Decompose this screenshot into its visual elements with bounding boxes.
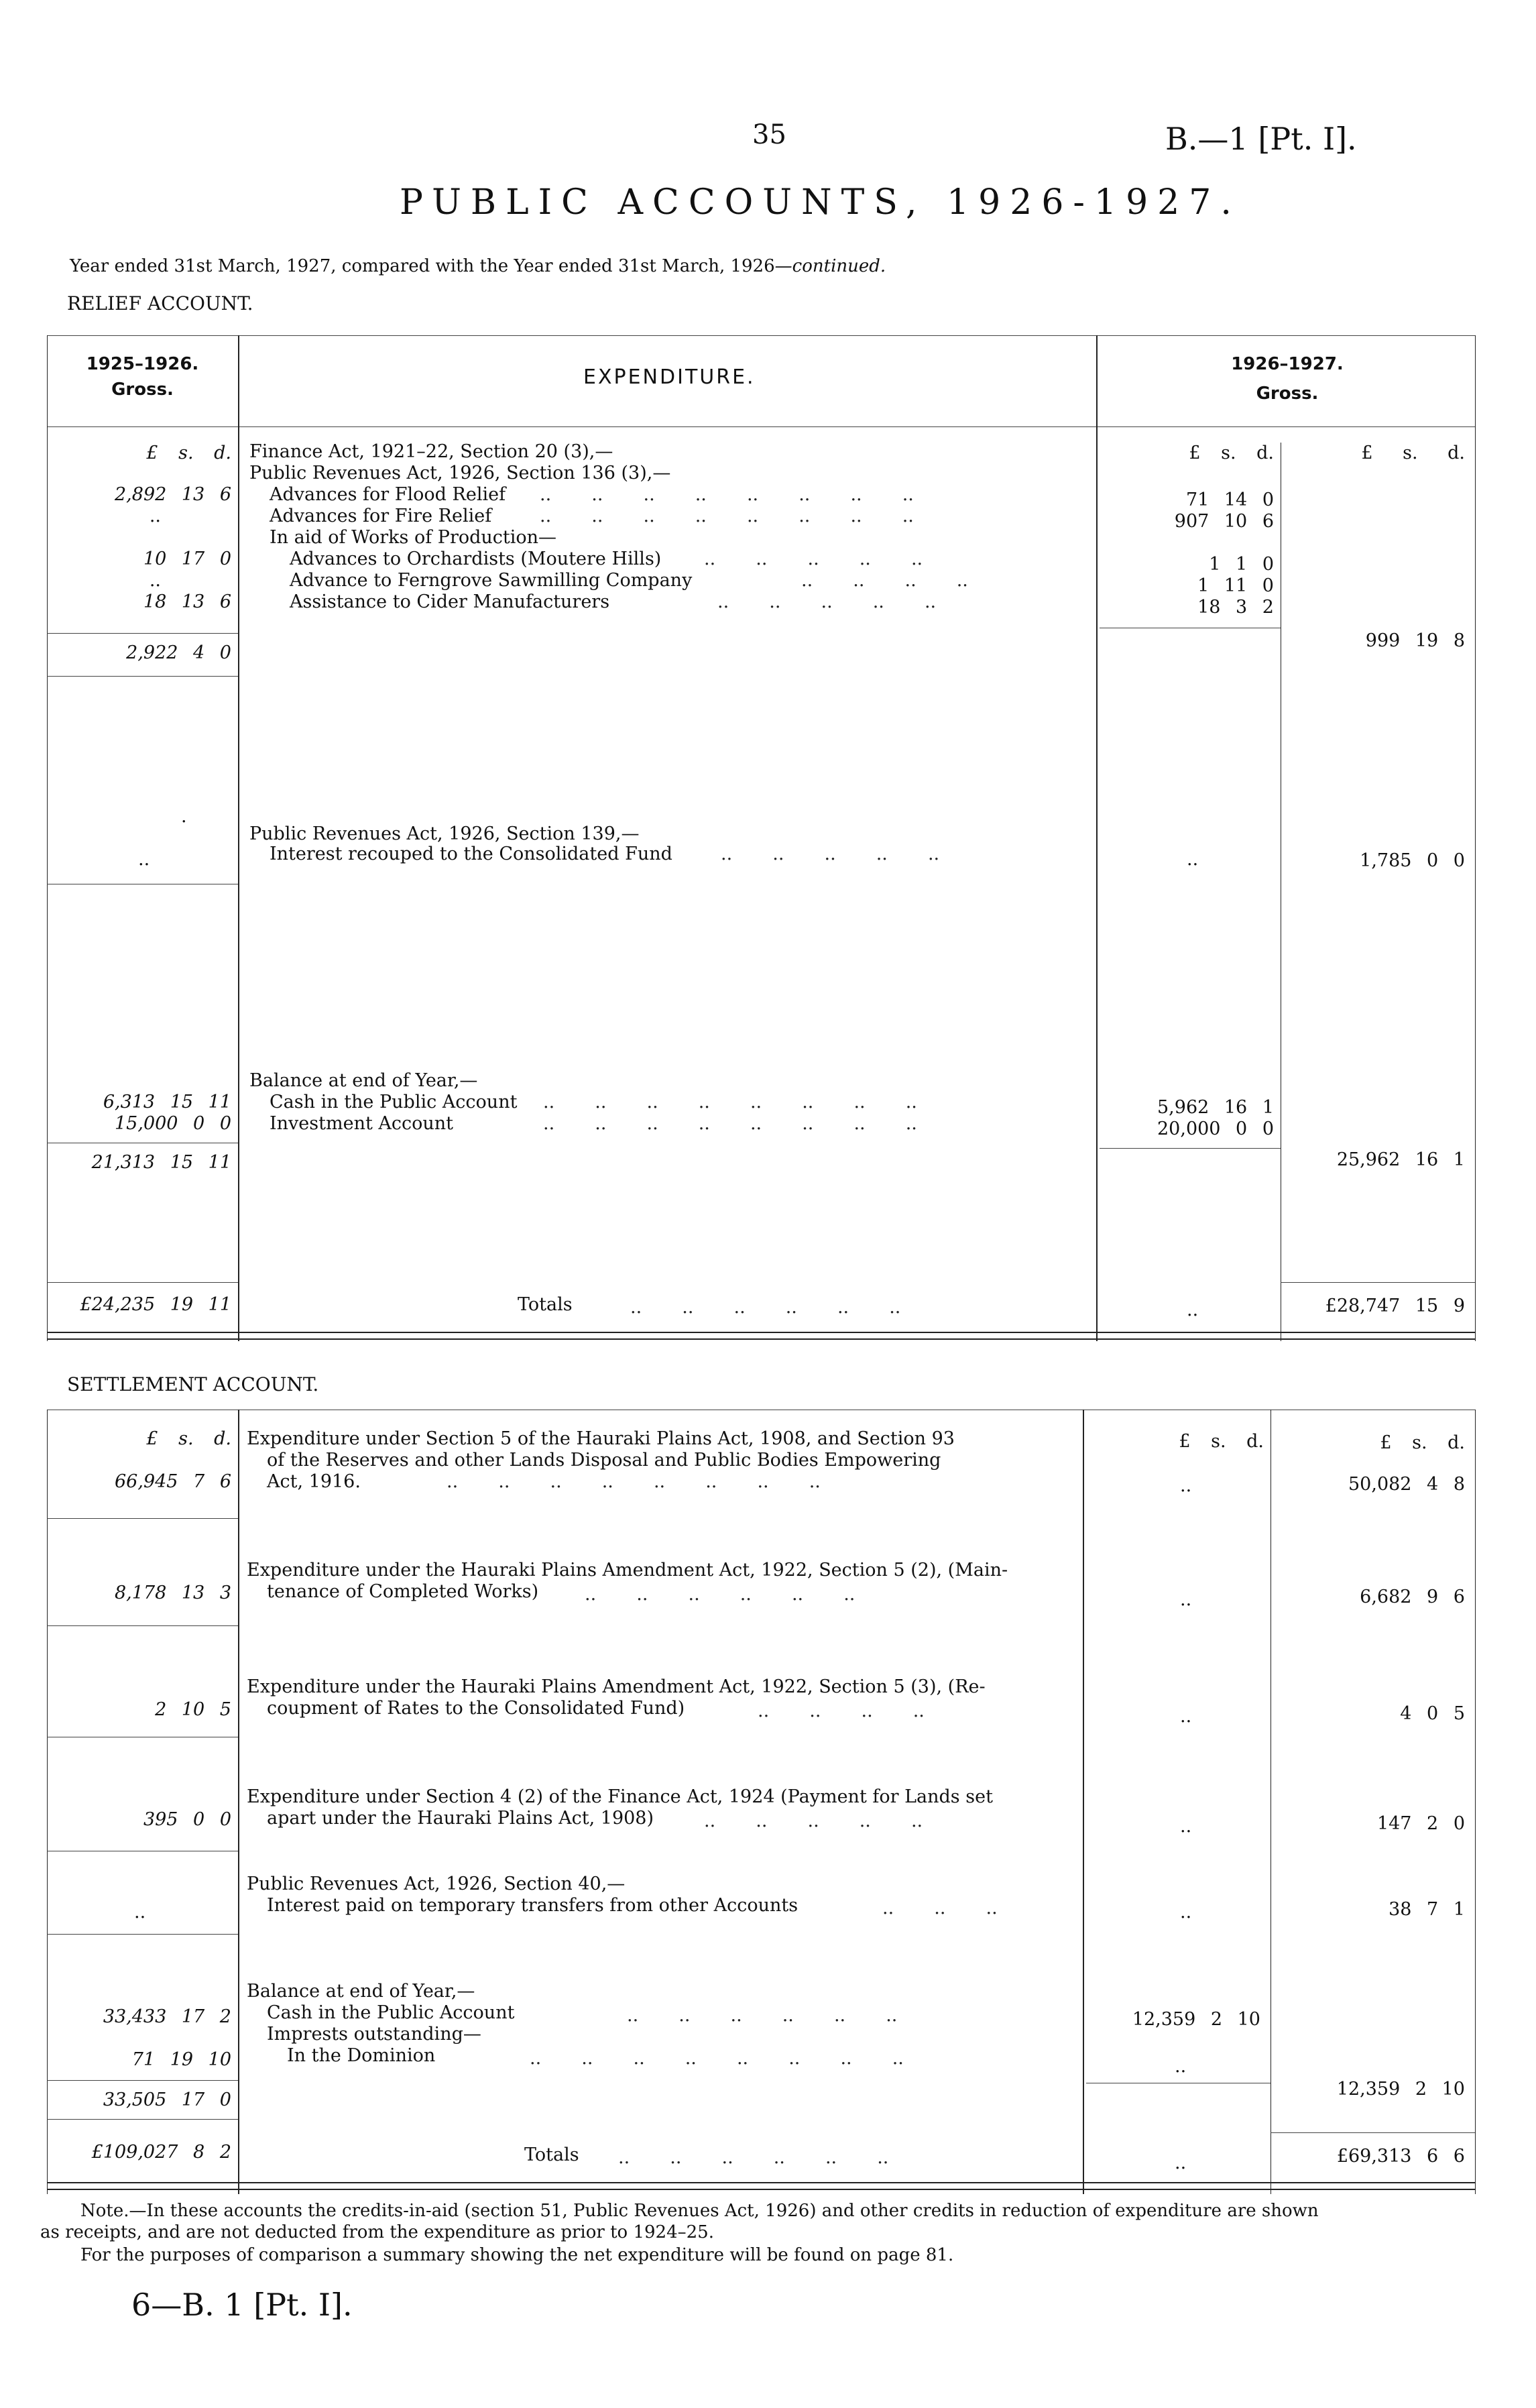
prev-value: .. [149, 506, 161, 526]
unit-prev: £ s. d. [146, 1428, 231, 1449]
totals-label: Totals [524, 2144, 579, 2165]
inner-value: .. [1175, 2056, 1187, 2077]
settlement-line: Public Revenues Act, 1926, Section 40,— [247, 1874, 626, 1894]
settlement-line: Expenditure under the Hauraki Plains Amendment Act, 1922, Section 5 (2), (Main- [247, 1560, 1008, 1581]
inner-value: 12,359 2 10 [1132, 2009, 1260, 2030]
relief-line: In aid of Works of Production— [270, 527, 557, 548]
inner-value: .. [1180, 1902, 1192, 1923]
inner-value: 20,000 0 0 [1157, 1119, 1274, 1139]
settlement-line: In the Dominion [287, 2045, 436, 2066]
inner-value: 1 11 0 [1197, 575, 1274, 596]
relief-line: Interest recouped to the Consolidated Fund [270, 844, 672, 864]
prev-value: 8,178 13 3 [115, 1583, 231, 1603]
inner-value: .. [1180, 1816, 1192, 1837]
relief-line: Advances for Fire Relief [270, 506, 492, 526]
prev-value: 6,313 15 11 [103, 1092, 231, 1112]
inner-value: .. [1180, 1589, 1192, 1610]
col-header-prev-year: 1925–1926. [86, 354, 199, 374]
settlement-line: Imprests outstanding— [267, 2024, 481, 2045]
relief-line: Cash in the Public Account [270, 1092, 518, 1112]
outer-value: 12,359 2 10 [1336, 2079, 1465, 2100]
relief-section-title: RELIEF ACCOUNT. [67, 292, 253, 314]
prev-value: 2 10 5 [155, 1699, 231, 1720]
inner-value: .. [1175, 2153, 1187, 2173]
prev-subtotal: 21,313 15 11 [91, 1152, 231, 1173]
document-reference: B.—1 [Pt. I]. [1165, 121, 1357, 157]
prev-subtotal: 2,922 4 0 [126, 642, 231, 663]
note-line: For the purposes of comparison a summary showing the net expenditure will be found on page 81. [80, 2245, 954, 2265]
prev-value: .. [149, 570, 161, 591]
page-number: 35 [752, 119, 786, 150]
unit-prev: £ s. d. [146, 443, 231, 463]
inner-value: 18 3 2 [1197, 597, 1274, 618]
inner-value: 907 10 6 [1174, 511, 1274, 532]
footer-signature: 6—B. 1 [Pt. I]. [131, 2287, 353, 2323]
relief-line: Assistance to Cider Manufacturers [290, 591, 610, 612]
relief-line: Advances to Orchardists (Moutere Hills) [290, 549, 662, 569]
prev-subtotal: 33,505 17 0 [103, 2089, 231, 2110]
outer-value: 50,082 4 8 [1348, 1474, 1465, 1495]
unit-outer: £ s. d. [1361, 443, 1465, 463]
inner-value: .. [1187, 849, 1199, 870]
margin-mark: · [181, 811, 187, 832]
prev-value: 2,892 13 6 [115, 484, 231, 505]
outer-value: 6,682 9 6 [1360, 1587, 1465, 1607]
note-line: as receipts, and are not deducted from the expenditure as prior to 1924–25. [40, 2222, 714, 2242]
relief-line: Public Revenues Act, 1926, Section 139,— [249, 823, 640, 844]
outer-total: £69,313 6 6 [1336, 2146, 1465, 2167]
settlement-line: Expenditure under Section 4 (2) of the Finance Act, 1924 (Payment for Lands set [247, 1786, 993, 1807]
col-header-cur-gross: Gross. [1256, 384, 1319, 404]
col-header-expenditure: EXPENDITURE. [583, 365, 756, 389]
inner-value: 5,962 16 1 [1157, 1097, 1274, 1118]
relief-line: Finance Act, 1921–22, Section 20 (3),— [249, 441, 613, 462]
relief-line: Investment Account [270, 1113, 454, 1134]
unit-outer: £ s. d. [1380, 1432, 1465, 1453]
inner-value: 1 1 0 [1209, 554, 1274, 575]
settlement-line: Balance at end of Year,— [247, 1981, 475, 2002]
col-header-prev-gross: Gross. [111, 380, 174, 400]
outer-value: 147 2 0 [1376, 1813, 1465, 1834]
prev-total: £24,235 19 11 [80, 1294, 231, 1315]
prev-value: .. [134, 1902, 146, 1923]
settlement-line: Expenditure under Section 5 of the Hauraki Plains Act, 1908, and Section 93 [247, 1428, 955, 1449]
totals-label: Totals [518, 1294, 573, 1315]
settlement-line: Act, 1916. [267, 1471, 361, 1492]
prev-value: 66,945 7 6 [115, 1471, 231, 1492]
settlement-line: Cash in the Public Account [267, 2002, 515, 2023]
note-line: Note.—In these accounts the credits-in-aid (section 51, Public Revenues Act, 1926) and other credits in reduction of expenditure are shown [80, 2201, 1319, 2221]
outer-value: 25,962 16 1 [1336, 1149, 1465, 1170]
settlement-line: of the Reserves and other Lands Disposal and Public Bodies Empowering [267, 1450, 941, 1471]
outer-value: 4 0 5 [1400, 1703, 1465, 1724]
prev-total: £109,027 8 2 [91, 2142, 231, 2163]
prev-value: 33,433 17 2 [103, 2006, 231, 2027]
settlement-section-title: SETTLEMENT ACCOUNT. [67, 1373, 319, 1395]
prev-value: 10 17 0 [143, 549, 231, 569]
prev-value: 18 13 6 [143, 591, 231, 612]
outer-value: 1,785 0 0 [1360, 850, 1465, 871]
settlement-line: tenance of Completed Works) [267, 1581, 539, 1602]
settlement-line: Interest paid on temporary transfers from other Accounts [267, 1895, 799, 1916]
unit-inner: £ s. d. [1189, 443, 1274, 463]
outer-value: 38 7 1 [1389, 1899, 1465, 1920]
settlement-line: Expenditure under the Hauraki Plains Amendment Act, 1922, Section 5 (3), (Re- [247, 1676, 986, 1697]
relief-line: Advance to Ferngrove Sawmilling Company [290, 570, 693, 591]
page-title: PUBLIC ACCOUNTS, 1926-1927. [400, 182, 1241, 223]
page-subtitle: Year ended 31st March, 1927, compared with the Year ended 31st March, 1926—continued. [70, 256, 886, 276]
outer-value: 999 19 8 [1365, 630, 1465, 651]
inner-value: .. [1180, 1706, 1192, 1727]
settlement-line: coupment of Rates to the Consolidated Fund) [267, 1698, 685, 1719]
prev-value: .. [138, 849, 150, 870]
inner-value: 71 14 0 [1185, 490, 1274, 510]
prev-value: 15,000 0 0 [115, 1113, 231, 1134]
relief-line: Balance at end of Year,— [249, 1070, 478, 1091]
relief-line: Public Revenues Act, 1926, Section 136 (3),— [249, 463, 671, 483]
relief-line: Advances for Flood Relief [270, 484, 506, 505]
unit-inner: £ s. d. [1179, 1431, 1264, 1452]
outer-total: £28,747 15 9 [1325, 1296, 1465, 1316]
prev-value: 71 19 10 [131, 2049, 231, 2070]
inner-value: .. [1180, 1475, 1192, 1496]
inner-value: .. [1187, 1300, 1199, 1320]
settlement-line: apart under the Hauraki Plains Act, 1908) [267, 1808, 654, 1829]
prev-value: 395 0 0 [143, 1809, 231, 1830]
col-header-cur-year: 1926–1927. [1231, 354, 1344, 374]
